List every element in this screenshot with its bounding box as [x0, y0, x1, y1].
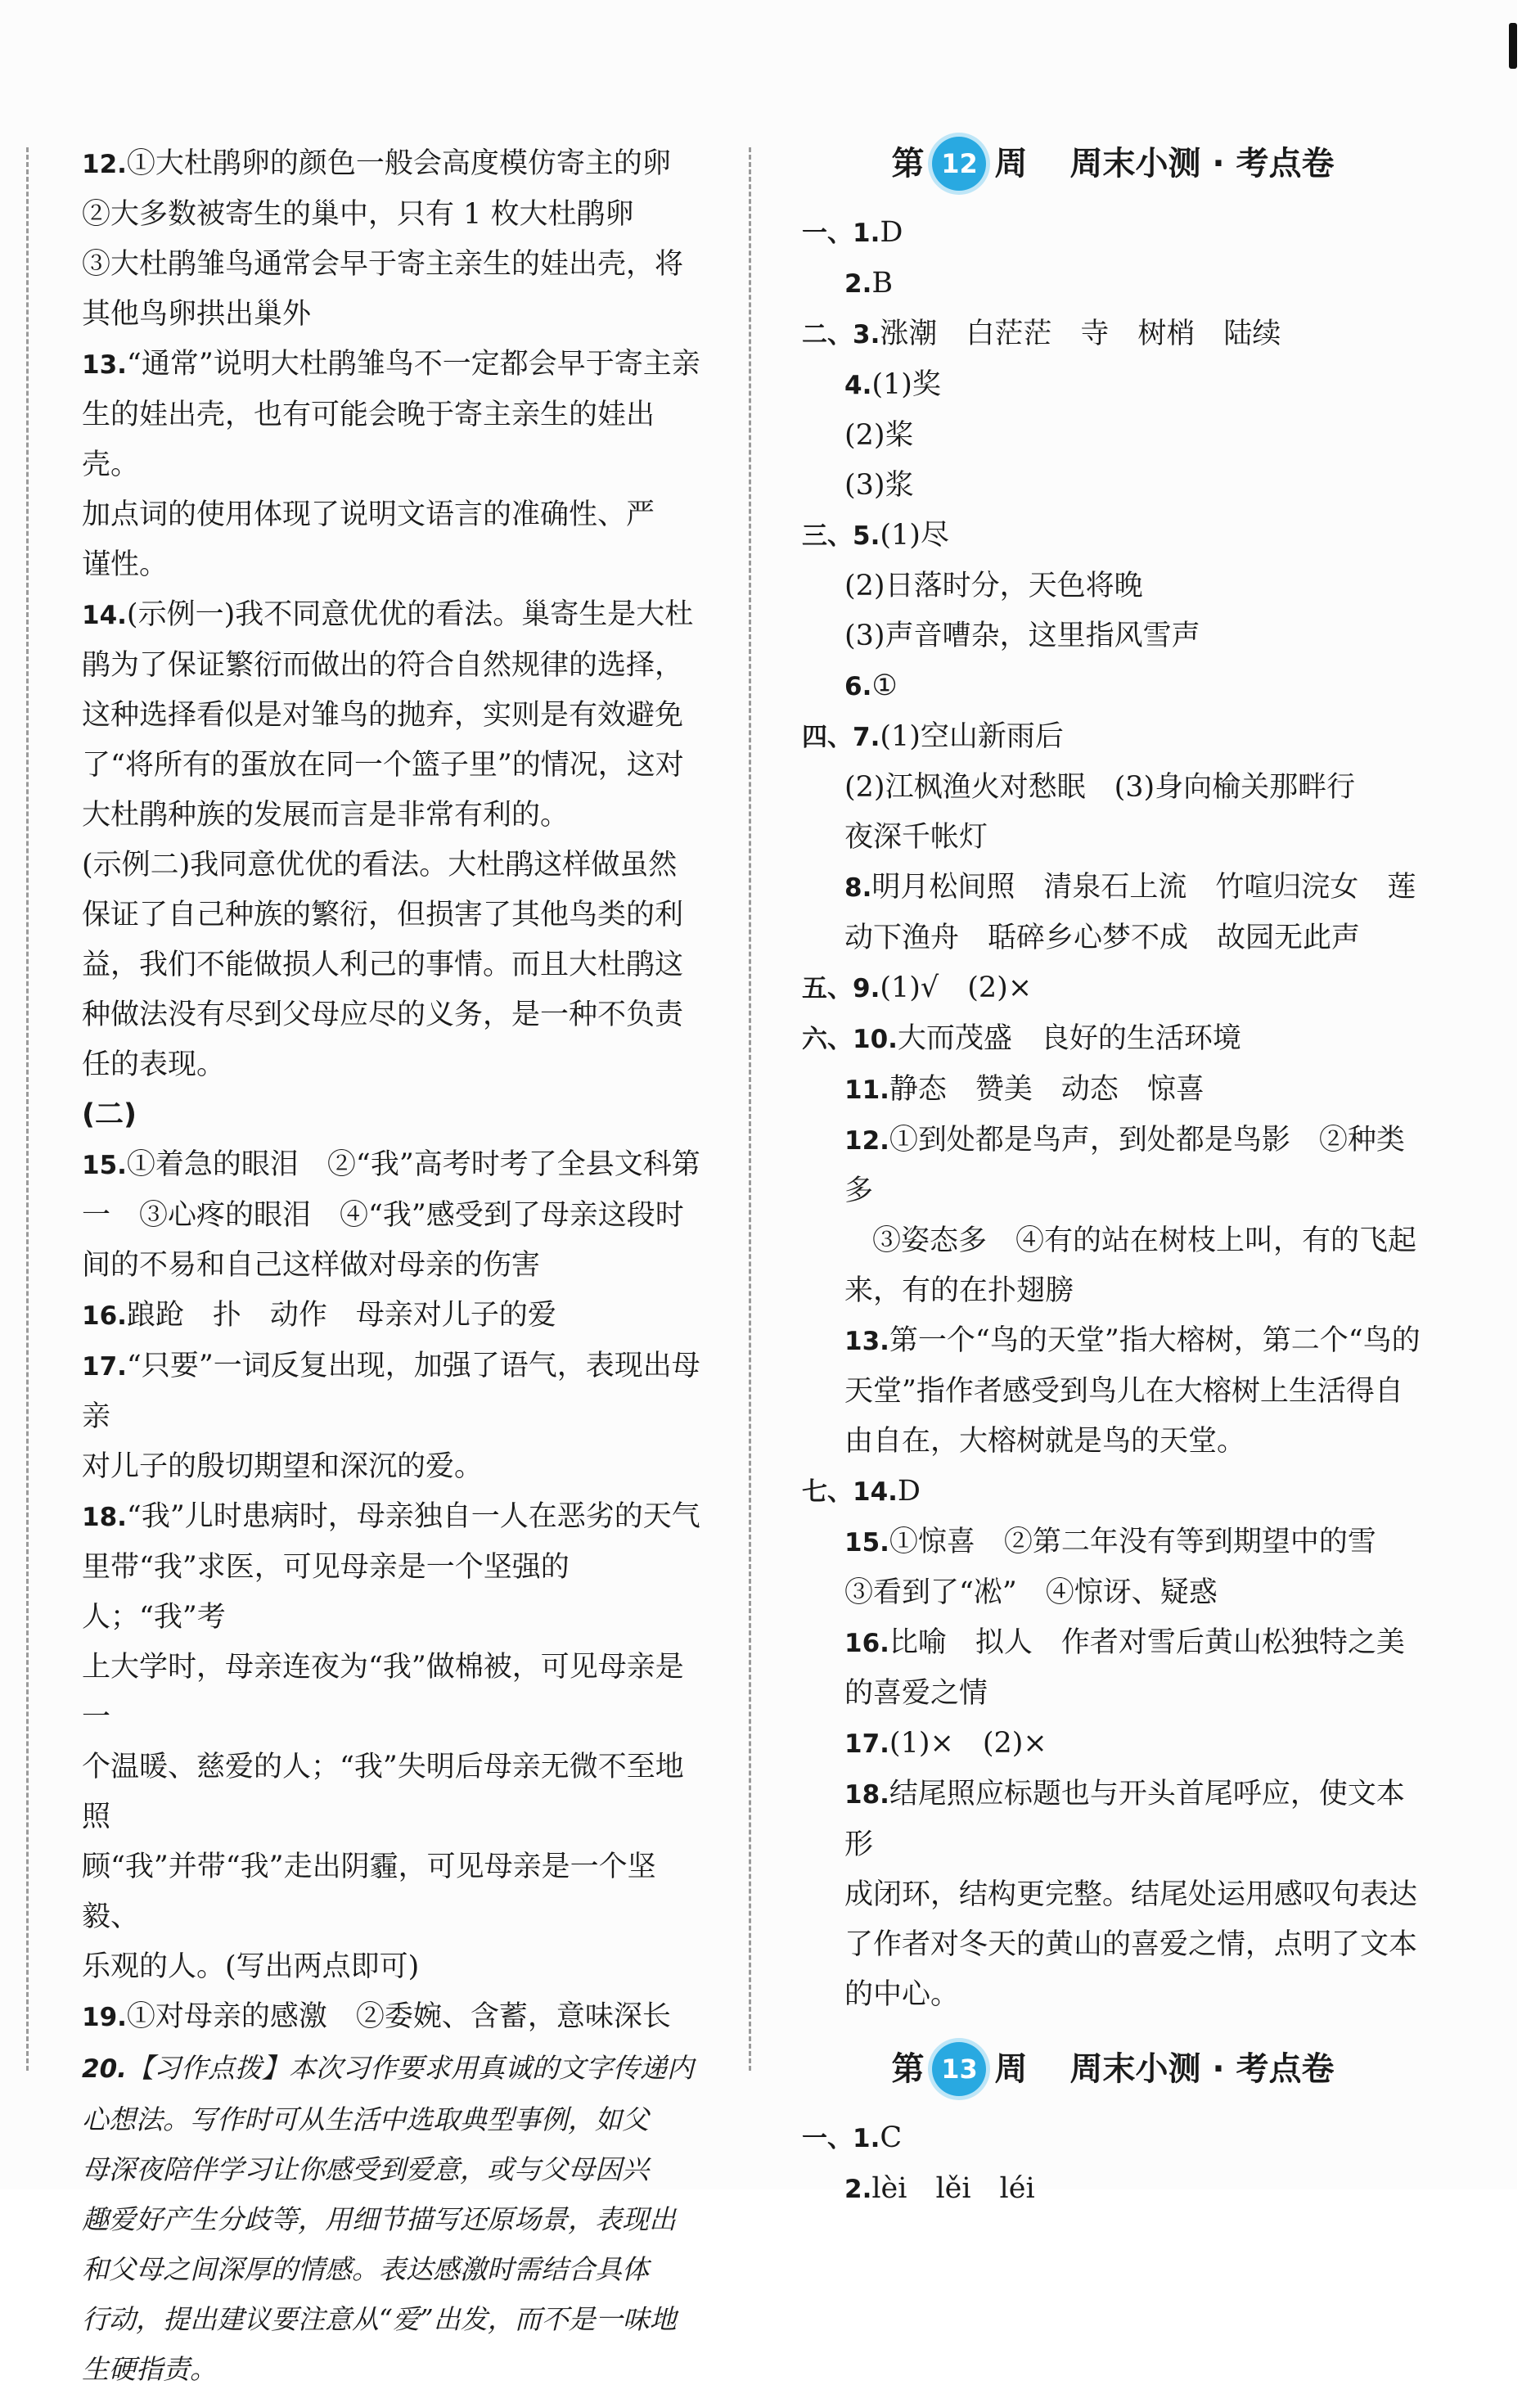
answer-line: 二、3.涨潮 白茫茫 寺 树梢 陆续	[802, 318, 1281, 350]
answer-line: 鹃为了保证繁衍而做出的符合自然规律的选择，	[82, 649, 684, 682]
answer-line: 一 ③心疼的眼泪 ④“我”感受到了母亲这段时	[82, 1199, 684, 1232]
answer-line: 其他鸟卵拱出巢外	[82, 298, 312, 331]
answer-line: 11.静态 赞美 动态 惊喜	[844, 1073, 1205, 1106]
answer-line: 三、5.(1)尽	[802, 519, 949, 552]
answer-line: 20.【习作点拨】本次习作要求用真诚的文字传递内	[82, 2052, 694, 2084]
answer-line: 13.第一个“鸟的天堂”指大榕树，第二个“鸟的	[844, 1324, 1421, 1357]
answer-line: 17.“只要”一词反复出现，加强了语气，表现出母亲	[82, 1350, 700, 1433]
section-heading: (二)	[82, 1098, 137, 1131]
answer-line: 17.(1)× (2)×	[844, 1727, 1047, 1760]
answer-line: ③看到了“凇” ④惊讶、疑惑	[844, 1576, 1218, 1609]
week-title: 周末小测 · 考点卷	[1069, 2049, 1335, 2088]
answer-line: 13.“通常”说明大杜鹃雏鸟不一定都会早于寄主亲	[82, 348, 700, 381]
answer-line: 这种选择看似是对雏鸟的抛弃，实则是有效避免	[82, 699, 684, 732]
answer-line: 任的表现。	[82, 1048, 226, 1081]
answer-line: 心想法。写作时可从生活中选取典型事例，如父	[82, 2103, 649, 2135]
week-suffix: 周	[994, 2049, 1028, 2088]
answer-line: 一、1.C	[802, 2121, 903, 2154]
answer-line: 12.①大杜鹃卵的颜色一般会高度模仿寄主的卵	[82, 147, 671, 180]
answer-line: 4.(1)奖	[844, 368, 941, 401]
answer-line: 15.①着急的眼泪 ②“我”高考时考了全县文科第	[82, 1148, 700, 1181]
answer-line: 生的娃出壳，也有可能会晚于寄主亲生的娃出壳。	[82, 399, 655, 481]
answer-line: 个温暖、慈爱的人；“我”失明后母亲无微不至地照	[82, 1751, 684, 1833]
week-prefix: 第	[891, 144, 925, 183]
answer-line: 由自在，大榕树就是鸟的天堂。	[844, 1425, 1246, 1458]
week-12-header	[802, 123, 1424, 205]
answer-line: 里带“我”求医，可见母亲是一个坚强的人；“我”考	[82, 1551, 570, 1634]
answer-line: 一、1.D	[802, 216, 903, 249]
answer-line: 18.“我”儿时患病时，母亲独自一人在恶劣的天气	[82, 1500, 700, 1533]
answer-line: 15.①惊喜 ②第二年没有等到期望中的雪	[844, 1526, 1376, 1558]
answer-line: 成闭环，结构更完整。结尾处运用感叹句表达	[844, 1878, 1418, 1911]
week-suffix: 周	[994, 144, 1028, 183]
answer-line: 行动，提出建议要注意从“爱”出发，而不是一味地	[82, 2303, 677, 2335]
answer-line: 了“将所有的蛋放在同一个篮子里”的情况，这对	[82, 749, 684, 782]
answer-line: 了作者对冬天的黄山的喜爱之情，点明了文本	[844, 1928, 1418, 1961]
answer-line: 的喜爱之情	[844, 1677, 988, 1710]
answer-line: 16.踉跄 扑 动作 母亲对儿子的爱	[82, 1299, 556, 1332]
answer-line: 天堂”指作者感受到鸟儿在大榕树上生活得自	[844, 1375, 1403, 1408]
left-cut-line	[26, 147, 29, 2071]
answer-line: ②大多数被寄生的巢中，只有 1 枚大杜鹃卵	[82, 198, 634, 231]
center-divider	[749, 147, 751, 2071]
answer-line: 和父母之间深厚的情感。表达感激时需结合具体	[82, 2253, 649, 2285]
answer-line: 四、7.(1)空山新雨后	[802, 720, 1064, 753]
answer-line: 间的不易和自己这样做对母亲的伤害	[82, 1249, 541, 1282]
week-number-badge: 12	[932, 137, 986, 191]
answer-line: 乐观的人。(写出两点即可)	[82, 1950, 420, 1983]
answer-line: 母深夜陪伴学习让你感受到爱意，或与父母因兴	[82, 2153, 649, 2185]
answer-line: (2)日落时分，天色将晚	[844, 570, 1143, 602]
answer-line: (2)江枫渔火对愁眠 (3)身向榆关那畔行	[844, 771, 1356, 804]
answer-line: 对儿子的殷切期望和深沉的爱。	[82, 1450, 484, 1483]
answer-line: 来，有的在扑翅膀	[844, 1274, 1074, 1307]
week-number-badge: 13	[932, 2042, 986, 2096]
answer-line: 种做法没有尽到父母应尽的义务，是一种不负责	[82, 999, 684, 1031]
left-column	[82, 139, 704, 2394]
answer-line: 2.lèi lěi léi	[844, 2172, 1035, 2205]
answer-line: 12.①到处都是鸟声，到处都是鸟影 ②种类多	[844, 1124, 1405, 1207]
answer-line: 五、9.(1)√ (2)×	[802, 972, 1033, 1004]
page-edge	[1517, 0, 1529, 2189]
answer-line: (3)浆	[844, 469, 914, 502]
answer-line: 顾“我”并带“我”走出阴霾，可见母亲是一个坚毅、	[82, 1851, 656, 1933]
answer-line: 动下渔舟 聒碎乡心梦不成 故园无此声	[844, 922, 1361, 954]
answer-line: (3)声音嘈杂，这里指风雪声	[844, 620, 1200, 652]
answer-line: 趣爱好产生分歧等，用细节描写还原场景，表现出	[82, 2203, 676, 2235]
answer-line: 益，我们不能做损人利己的事情。而且大杜鹃这	[82, 949, 684, 981]
answer-line: 夜深千帐灯	[844, 821, 988, 854]
answer-line: 19.①对母亲的感激 ②委婉、含蓄，意味深长	[82, 2000, 671, 2033]
answer-line: 大杜鹃种族的发展而言是非常有利的。	[82, 799, 570, 832]
answer-line: (示例二)我同意优优的看法。大杜鹃这样做虽然	[82, 849, 678, 881]
answer-line: 2.B	[844, 267, 894, 300]
page-corner-mark	[1509, 23, 1517, 69]
week-title: 周末小测 · 考点卷	[1069, 144, 1335, 183]
answer-line: 6.①	[844, 670, 898, 702]
answer-line: 谨性。	[82, 548, 169, 581]
answer-line: 保证了自己种族的繁衍，但损害了其他鸟类的利	[82, 899, 684, 931]
week-prefix: 第	[891, 2049, 925, 2088]
answer-line: 生硬指责。	[82, 2353, 217, 2385]
answer-line: (2)桨	[844, 419, 914, 452]
answer-line: 七、14.D	[802, 1475, 921, 1508]
right-column	[802, 123, 1424, 2215]
answer-line: ③大杜鹃雏鸟通常会早于寄主亲生的娃出壳，将	[82, 248, 684, 281]
answer-line: 六、10.大而茂盛 良好的生活环境	[802, 1022, 1241, 1055]
week-13-header	[802, 2028, 1424, 2110]
answer-line: 的中心。	[844, 1978, 960, 2011]
answer-line: 上大学时，母亲连夜为“我”做棉被，可见母亲是一	[82, 1651, 684, 1734]
answer-line: 8.明月松间照 清泉石上流 竹喧归浣女 莲	[844, 871, 1416, 904]
answer-line: 加点词的使用体现了说明文语言的准确性、严	[82, 498, 655, 531]
answer-line: 18.结尾照应标题也与开头首尾呼应，使文本形	[844, 1778, 1405, 1861]
answer-line: ③姿态多 ④有的站在树枝上叫，有的飞起	[872, 1224, 1417, 1257]
answer-line: 16.比喻 拟人 作者对雪后黄山松独特之美	[844, 1626, 1405, 1659]
answer-line: 14.(示例一)我不同意优优的看法。巢寄生是大杜	[82, 598, 694, 631]
